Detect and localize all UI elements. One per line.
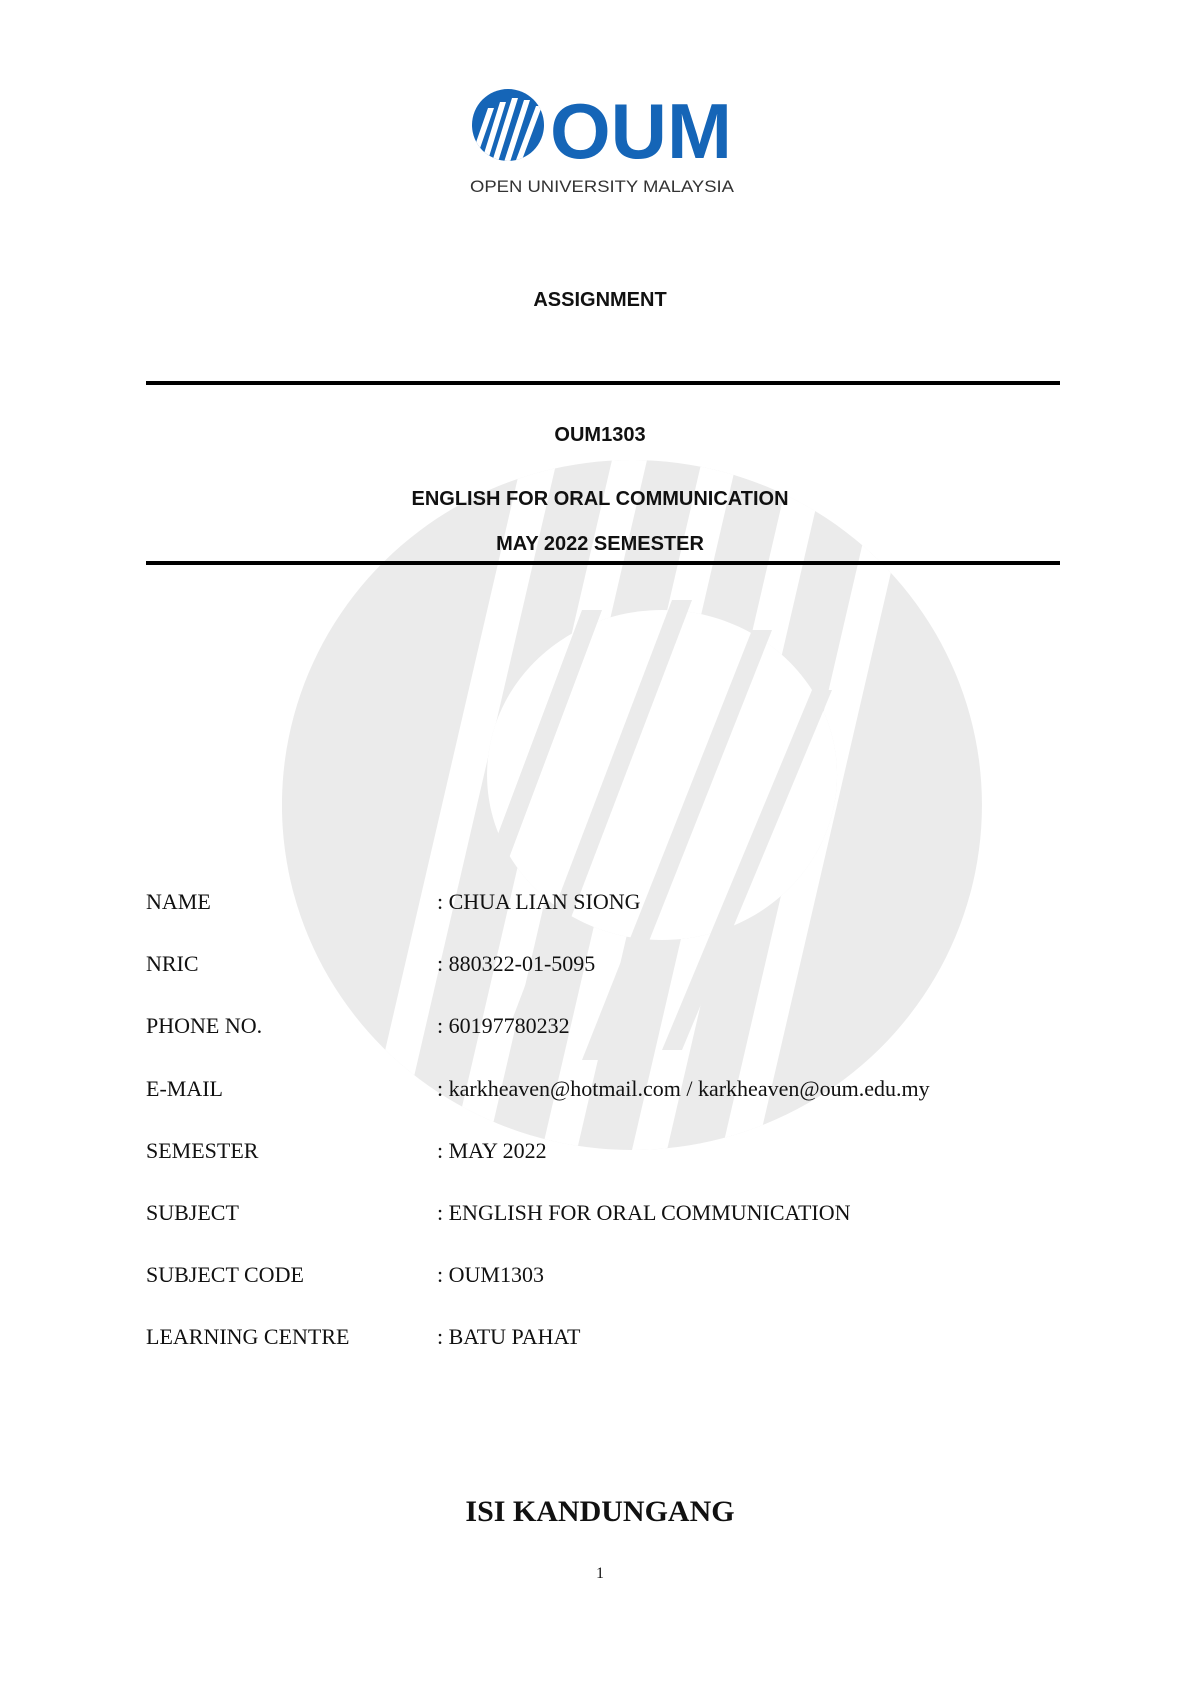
assignment-title: ASSIGNMENT xyxy=(533,289,667,311)
name-value: : CHUA LIAN SIONG xyxy=(437,889,641,914)
course-code: OUM1303 xyxy=(554,424,646,446)
subject-label: SUBJECT xyxy=(146,1200,239,1225)
email-label: E-MAIL xyxy=(146,1076,223,1101)
oum-wordmark: OUM xyxy=(550,88,732,175)
subject-code-value: : OUM1303 xyxy=(437,1262,544,1287)
semester-label: SEMESTER xyxy=(146,1138,259,1163)
learning-centre-label: LEARNING CENTRE xyxy=(146,1324,350,1349)
name-label: NAME xyxy=(146,889,211,914)
nric-value: : 880322-01-5095 xyxy=(437,951,596,976)
course-name: ENGLISH FOR ORAL COMMUNICATION xyxy=(411,488,789,510)
toc-heading: ISI KANDUNGANG xyxy=(465,1495,735,1528)
phone-label: PHONE NO. xyxy=(146,1013,263,1038)
bottom-rule xyxy=(146,561,1060,565)
learning-centre-value: : BATU PAHAT xyxy=(437,1324,581,1349)
email-value: : karkheaven@hotmail.com / karkheaven@oum.edu.my xyxy=(437,1076,930,1101)
page-number: 1 xyxy=(596,1565,604,1582)
nric-label: NRIC xyxy=(146,951,199,976)
subject-value: : ENGLISH FOR ORAL COMMUNICATION xyxy=(437,1200,851,1225)
oum-logo-subtitle: OPEN UNIVERSITY MALAYSIA xyxy=(470,177,735,196)
oum-logo xyxy=(468,88,738,198)
subject-code-label: SUBJECT CODE xyxy=(146,1262,304,1287)
phone-value: : 60197780232 xyxy=(437,1013,570,1038)
top-rule xyxy=(146,381,1060,385)
semester-value: : MAY 2022 xyxy=(437,1138,547,1163)
semester-heading: MAY 2022 SEMESTER xyxy=(496,533,704,555)
